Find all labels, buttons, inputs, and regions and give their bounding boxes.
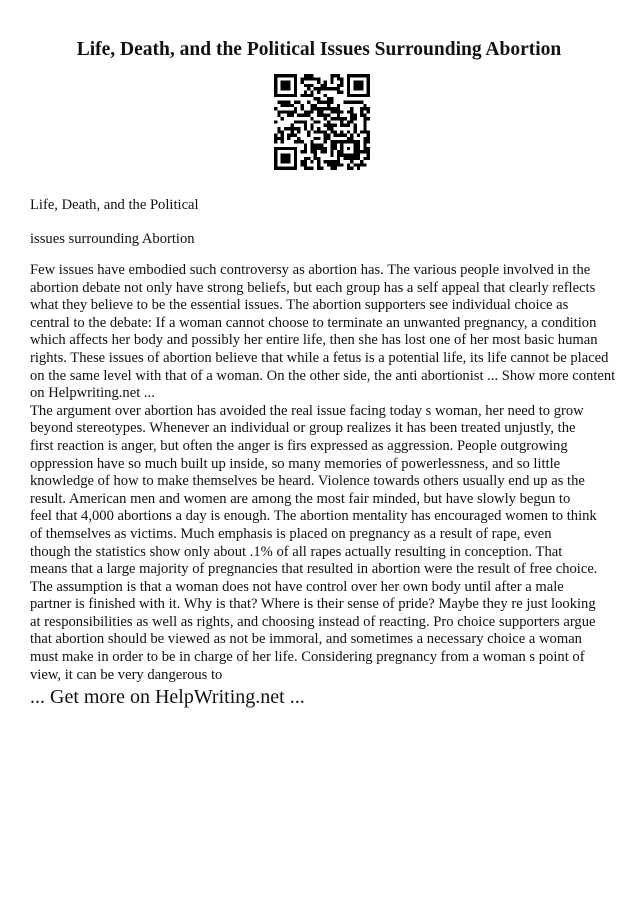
body-line: Few issues have embodied such controversy as abortion has. The various people involved in the <box>30 262 591 278</box>
body-line: though the statistics show only about .1% of all rapes actually resulting in conception. That <box>30 543 563 560</box>
body-line: result. American men and women are among the most fair minded, but have slowly begun to <box>30 490 571 507</box>
body-line: The assumption is that a woman does not have control over her own body until after a male <box>30 578 564 595</box>
body-line: on the same level with that of a woman. On the other side, the anti abortionist ... Show more content <box>30 367 616 384</box>
body-line: which affects her body and possibly her entire life, then she has lost one of her most basic human <box>30 332 598 349</box>
body-line: what they believe to be the essential issues. The abortion supporters see individual choice as <box>30 297 569 314</box>
body-line: on Helpwriting.net ... <box>30 385 155 402</box>
get-more-link[interactable]: ... Get more on HelpWriting.net ... <box>30 686 305 708</box>
body-paragraph <box>30 262 614 684</box>
body-line: view, it can be very dangerous to <box>30 666 223 683</box>
page-title: Life, Death, and the Political Issues Surrounding Abortion <box>76 39 562 60</box>
body-line: knowledge of how to make themselves be heard. Violence towards others usually end up as the <box>30 473 585 490</box>
body-line: central to the debate: If a woman cannot choose to terminate an unwanted pregnancy, a condition <box>30 314 597 331</box>
body-line: of themselves as victims. Much emphasis is placed on pregnancy as a result of rape, even <box>30 525 552 542</box>
body-line: oppression have so much built up inside, so many memories of powerlessness, and so little <box>30 455 561 472</box>
subtitle-line-2: issues surrounding Abortion <box>30 231 195 247</box>
body-line: beyond stereotypes. Whenever an individual or group realizes it has been treated unjustly, the <box>30 420 576 437</box>
body-line: means that a large majority of pregnancies that resulted in abortion were the result of free choice. <box>30 561 598 578</box>
body-line: partner is finished with it. Why is that? Where is their sense of pride? Maybe they re just looking <box>30 596 596 613</box>
body-line: first reaction is anger, but often the anger is firs expressed as aggression. People outgrowing <box>30 437 568 454</box>
body-line: at responsibilities as well as rights, and choosing instead of reacting. Pro choice supporters argue <box>30 613 596 630</box>
body-line: feel that 4,000 abortions a day is enough. The abortion mentality has encouraged women to think <box>30 508 597 525</box>
body-line: must make in order to be in charge of her life. Considering pregnancy from a woman s point of <box>30 649 585 666</box>
subtitle-line-1: Life, Death, and the Political <box>30 197 199 213</box>
body-line: that abortion should be viewed as not be immoral, and sometimes a necessary choice a woman <box>30 631 582 648</box>
body-line: abortion debate not only have strong beliefs, but each group has a self appeal that clearly reflects <box>30 279 596 296</box>
body-line: The argument over abortion has avoided the real issue facing today s woman, her need to grow <box>30 402 584 419</box>
qr-code-icon <box>274 74 370 170</box>
body-line: rights. These issues of abortion believe that while a fetus is a potential life, its life cannot be placed <box>30 349 609 366</box>
